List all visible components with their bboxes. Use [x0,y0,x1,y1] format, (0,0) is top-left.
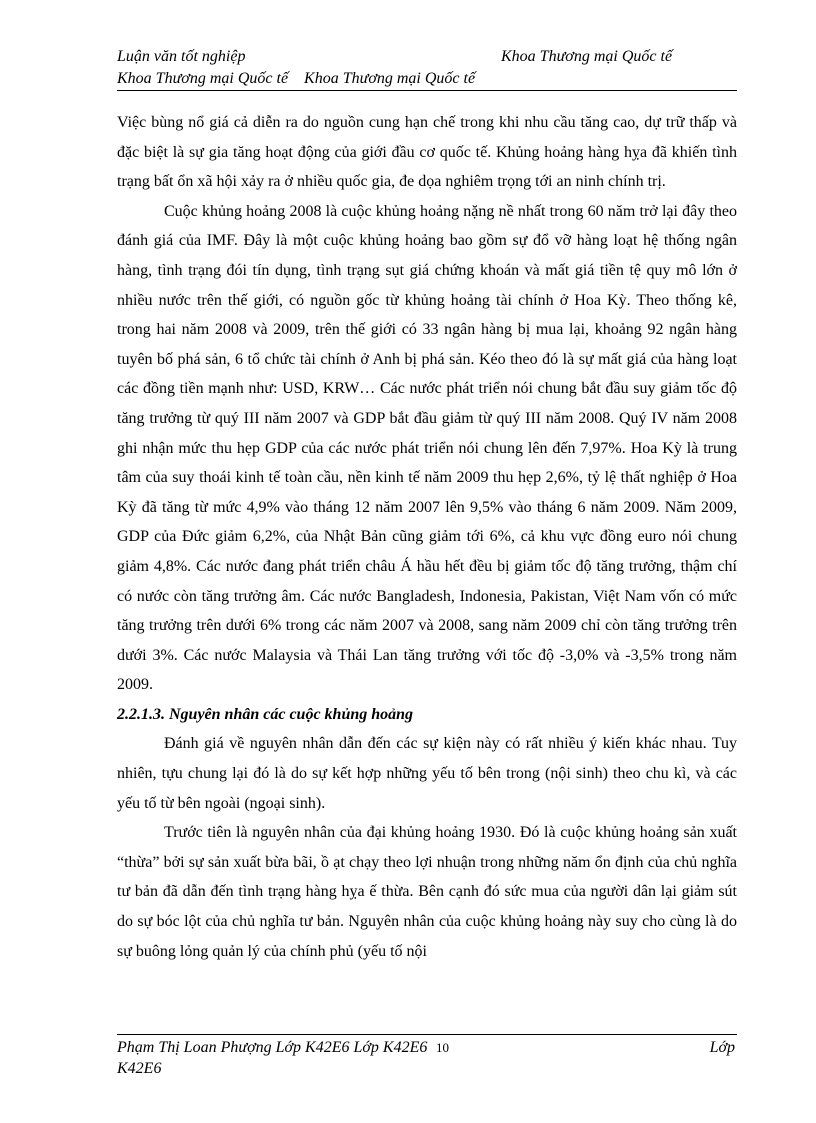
footer-row-2 [117,1058,737,1079]
header-faculty-label: Khoa Thương mại Quốc tế [501,48,673,65]
page-footer [117,1034,737,1079]
paragraph-causes-intro: Đánh giá về nguyên nhân dẫn đến các sự kiện này có rất nhiều ý kiến khác nhau. Tuy nhiên, tựu chung lại đó là do sự kết hợp những yếu tố bên trong (nội sinh) theo chu kì, và các yếu tố từ bên ngoài (ngoại sinh). [117,735,737,812]
footer-divider [117,1034,737,1035]
document-body [117,108,737,966]
page-header [117,46,737,90]
footer-row-1 [117,1037,737,1058]
header-faculty-repeat: Khoa Thương mại Quốc tế Khoa Thương mại Quốc tế [117,70,476,87]
paragraph-crisis-1930: Trước tiên là nguyên nhân của đại khủng hoảng 1930. Đó là cuộc khủng hoảng sản xuất “thừa” bởi sự sản xuất bừa bãi, ồ ạt chạy theo lợi nhuận trong những năm ổn định của chủ nghĩa tư bản đã dẫn đến tình trạng hàng hỵa ế thừa. Bên cạnh đó sức mua của người dân lại giảm sút do sự bóc lột của chủ nghĩa tư bản. Nguyên nhân của cuộc khủng hoảng này suy cho cùng là do sự buông lỏng quản lý của chính phủ (yếu tố nội [117,824,737,960]
section-heading-causes: 2.2.1.3. Nguyên nhân các cuộc khủng hoảng [117,705,414,723]
header-divider [117,90,737,91]
paragraph-crisis-2008: Cuộc khủng hoảng 2008 là cuộc khủng hoảng nặng nề nhất trong 60 năm trở lại đây theo đánh giá của IMF. Đây là một cuộc khủng hoảng bao gồm sự đổ vỡ hàng loạt hệ thống ngân hàng, tình trạng đói tín dụng, tình trạng sụt giá chứng khoán và mất giá tiền tệ quy mô lớn ở nhiều nước trên thế giới, có nguồn gốc từ khủng hoảng tài chính ở Hoa Kỳ. Theo thống kê, trong hai năm 2008 và 2009, trên thế giới có 33 ngân hàng bị mua lại, khoảng 92 ngân hàng tuyên bố phá sản, 6 tổ chức tài chính ở Anh bị phá sản. Kéo theo đó là sự mất giá của hàng loạt các đồng tiền mạnh như: USD, KRW… Các nước phát triển nói chung bắt đầu suy giảm tốc độ tăng trưởng từ quý III năm 2007 và GDP bắt đầu giảm từ quý III năm 2008. Quý IV năm 2008 ghi nhận mức thu hẹp GDP của các nước phát triển nói chung lên đến 7,97%. Hoa Kỳ là trung tâm của suy thoái kinh tế toàn cầu, nền kinh tế năm 2009 thu hẹp 2,6%, tỷ lệ thất nghiệp ở Hoa Kỳ đã tăng từ mức 4,9% vào tháng 12 năm 2007 lên 9,5% vào tháng 6 năm 2009. Năm 2009, GDP của Đức giảm 6,2%, của Nhật Bản cũng giảm tới 6%, cả khu vực đồng euro nói chung giảm 4,8%. Các nước đang phát triển châu Á hầu hết đều bị giảm tốc độ tăng trưởng, thậm chí có nước còn tăng trưởng âm. Các nước Bangladesh, Indonesia, Pakistan, Việt Nam vốn có mức tăng trưởng trên dưới 6% trong các năm 2007 và 2008, sang năm 2009 chỉ còn tăng trưởng trên dưới 3%. Các nước Malaysia và Thái Lan tăng trưởng với tốc độ -3,0% và -3,5% trong năm 2009. [117,202,737,694]
page-number: 10 [436,1040,449,1055]
footer-class-label: Lớp [709,1039,735,1056]
header-row-2 [117,68,737,90]
header-thesis-label: Luận văn tốt nghiệp [117,48,246,65]
header-row-1 [117,46,737,68]
footer-class-code: K42E6 [117,1060,162,1077]
footer-author-class: Phạm Thị Loan Phượng Lớp K42E6 Lớp K42E6 [117,1039,428,1056]
paragraph-price-surge: Việc bùng nổ giá cả diễn ra do nguồn cung hạn chế trong khi nhu cầu tăng cao, dự trữ thấp và đặc biệt là sự gia tăng hoạt động của giới đầu cơ quốc tế. Khủng hoảng hàng hỵa đã khiến tình trạng bất ổn xã hội xảy ra ở nhiều quốc gia, đe dọa nghiêm trọng tới an ninh chính trị. [117,114,737,191]
